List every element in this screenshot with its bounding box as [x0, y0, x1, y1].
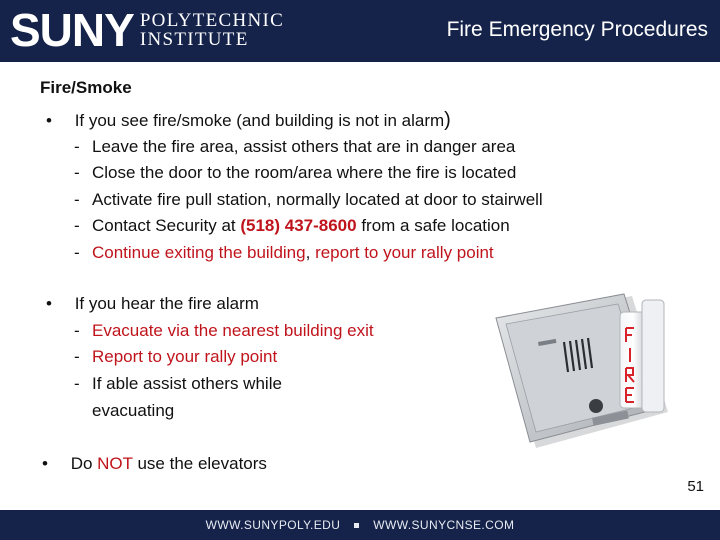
bullet-dot: •	[46, 294, 52, 313]
bullet-paren: )	[444, 109, 451, 131]
not-emphasis: NOT	[97, 454, 133, 473]
footer-separator	[354, 523, 359, 528]
section-heading: Fire/Smoke	[40, 78, 132, 97]
dash: -	[74, 374, 80, 393]
list-item-text: Report to your rally point	[92, 347, 278, 366]
footer-link-sunycnse[interactable]: WWW.SUNYCNSE.COM	[373, 518, 515, 532]
list-item	[74, 347, 277, 367]
list-item-text: Continue exiting the building	[92, 243, 306, 262]
logo-line2: INSTITUTE	[139, 29, 249, 50]
slide-title: Fire Emergency Procedures	[446, 18, 708, 41]
header-bar	[0, 0, 720, 62]
list-item	[74, 321, 374, 341]
logo-institute-text	[140, 11, 284, 49]
bullet-text: If you see fire/smoke (and building is not in alarm	[74, 111, 445, 130]
logo-suny-text: SUNY	[10, 4, 134, 56]
dash: -	[74, 137, 80, 156]
dash: -	[74, 190, 80, 209]
bullet-dot: •	[42, 454, 48, 473]
list-item-text: from a safe location	[356, 216, 510, 235]
bullet-see-fire	[46, 110, 451, 131]
list-item	[74, 243, 494, 263]
list-item	[74, 163, 516, 183]
dash: -	[74, 347, 80, 366]
dash: -	[74, 216, 80, 235]
list-item-text: Evacuate via the nearest building exit	[92, 321, 374, 340]
bullet-dot: •	[46, 111, 52, 130]
bullet-text: If you hear the fire alarm	[74, 294, 259, 313]
fire-alarm-illustration	[492, 292, 672, 452]
fire-alarm-device-image	[492, 292, 672, 452]
security-phone-number: (518) 437-8600	[240, 216, 357, 235]
list-item-text: evacuating	[92, 401, 175, 420]
list-item	[74, 374, 282, 394]
page-number: 51	[687, 478, 704, 495]
list-item-comma: ,	[305, 243, 311, 262]
list-item	[92, 401, 174, 421]
footer-bar	[0, 510, 720, 540]
dash: -	[74, 321, 80, 340]
list-item-text: Activate fire pull station, normally located at door to stairwell	[92, 190, 543, 209]
logo-line1: POLYTECHNIC	[139, 10, 285, 31]
footer-link-sunypoly[interactable]: WWW.SUNYPOLY.EDU	[205, 518, 341, 532]
bullet-text: use the elevators	[132, 454, 267, 473]
list-item	[74, 137, 515, 157]
list-item-text: If able assist others while	[92, 374, 282, 393]
list-item-text: Leave the fire area, assist others that are in danger area	[92, 137, 516, 156]
list-item	[74, 216, 510, 236]
list-item	[74, 190, 543, 210]
dash: -	[74, 163, 80, 182]
bullet-hear-alarm	[46, 294, 259, 314]
dash: -	[74, 243, 80, 262]
list-item-text: Contact Security at	[92, 216, 241, 235]
list-item-text: Close the door to the room/area where the fire is located	[92, 163, 517, 182]
bullet-no-elevators	[42, 454, 267, 474]
footer-links	[0, 518, 720, 532]
suny-poly-logo	[10, 4, 285, 56]
bullet-text: Do	[70, 454, 98, 473]
list-item-text: report to your rally point	[310, 243, 494, 262]
